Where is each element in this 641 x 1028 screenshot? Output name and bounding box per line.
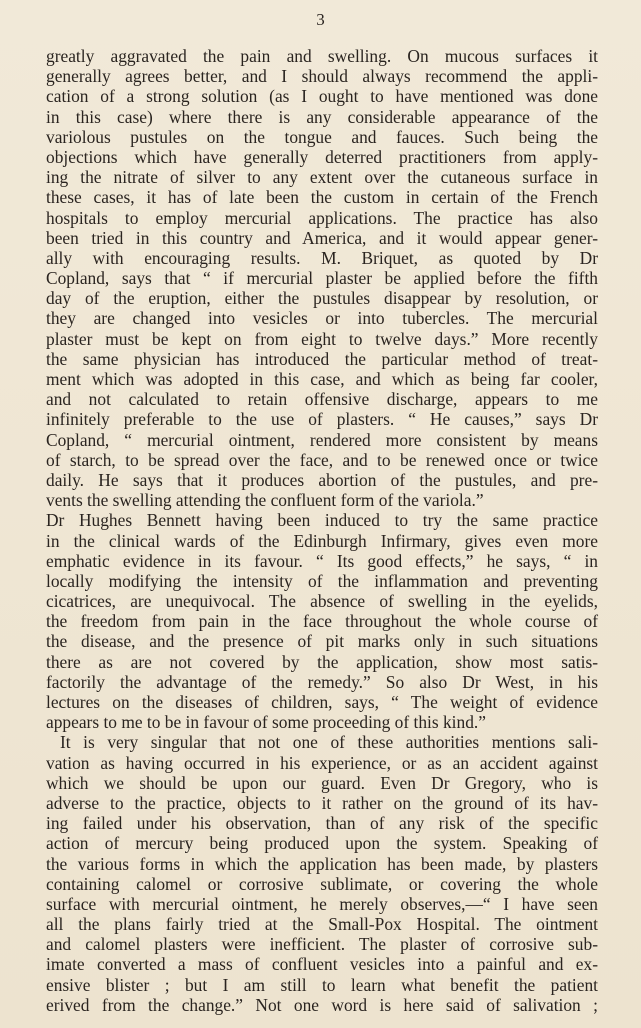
- text-line: and calomel plasters were inefficient. The plaster of corrosive sub-: [46, 934, 598, 955]
- text-line: ment which was adopted in this case, and which as being far cooler,: [46, 369, 598, 389]
- text-line: these cases, it has of late been the custom in certain of the French: [46, 187, 598, 208]
- text-line: containing calomel or corrosive sublimate, or covering the whole: [46, 873, 598, 894]
- text-line: locally modifying the intensity of the inflammation and preventing: [46, 570, 598, 591]
- text-line: the freedom from pain in the face throughout the whole course of: [46, 611, 598, 632]
- text-line: in this case) where there is any considerable appearance of the: [46, 106, 598, 127]
- text-line: erived from the change.” Not one word is here said of salivation ;: [46, 994, 598, 1015]
- text-line: ing failed under his observation, than of any risk of the specific: [46, 813, 598, 834]
- text-line: infinitely preferable to the use of plasters. “ He causes,” says Dr: [46, 409, 598, 430]
- text-line: ally with encouraging results. M. Briquet, as quoted by Dr: [46, 247, 598, 268]
- text-line: adverse to the practice, objects to it rather on the ground of its hav-: [46, 792, 598, 813]
- text-line: they are changed into vesicles or into tubercles. The mercurial: [46, 308, 598, 329]
- text-line: emphatic evidence in its favour. “ Its good effects,” he says, “ in: [46, 550, 598, 571]
- text-line: in the clinical wards of the Edinburgh Infirmary, gives even more: [46, 530, 598, 551]
- text-line: greatly aggravated the pain and swelling. On mucous surfaces it: [46, 46, 598, 66]
- body-text: [46, 46, 598, 1015]
- text-line: It is very singular that not one of these authorities mentions sali-: [60, 732, 598, 753]
- text-line: hospitals to employ mercurial applications. The practice has also: [46, 207, 598, 228]
- text-line: the same physician has introduced the particular method of treat-: [46, 348, 598, 369]
- text-line: cation of a strong solution (as I ought to have mentioned was done: [46, 86, 598, 107]
- text-line: surface with mercurial ointment, he merely observes,—“ I have seen: [46, 893, 598, 914]
- text-line: vation as having occurred in his experience, or as an accident against: [46, 752, 598, 773]
- text-line: Dr Hughes Bennett having been induced to try the same practice: [46, 510, 598, 531]
- text-line: ing the nitrate of silver to any extent over the cutaneous surface in: [46, 167, 598, 188]
- text-line: ensive blister ; but I am still to learn what benefit the patient: [46, 974, 598, 995]
- text-line: cicatrices, are unequivocal. The absence of swelling in the eyelids,: [46, 591, 598, 612]
- text-line: daily. He says that it produces abortion of the pustules, and pre-: [46, 469, 598, 490]
- text-line: action of mercury being produced upon the system. Speaking of: [46, 833, 598, 854]
- text-line: generally agrees better, and I should always recommend the appli-: [46, 66, 598, 87]
- text-line: of starch, to be spread over the face, and to be renewed once or twice: [46, 449, 598, 470]
- text-line: day of the eruption, either the pustules disappear by resolution, or: [46, 288, 598, 309]
- text-line: Copland, says that “ if mercurial plaster be applied before the fifth: [46, 268, 598, 289]
- text-line: objections which have generally deterred practitioners from apply-: [46, 146, 598, 167]
- text-line: been tried in this country and America, and it would appear gener-: [46, 227, 598, 248]
- text-line: appears to me to be in favour of some proceeding of this kind.”: [46, 712, 486, 733]
- text-line: which we should be upon our guard. Even Dr Gregory, who is: [46, 772, 598, 793]
- text-line: plaster must be kept on from eight to twelve days.” More recently: [46, 328, 598, 349]
- text-line: all the plans fairly tried at the Small-Pox Hospital. The ointment: [46, 914, 598, 935]
- page-number: 3: [316, 10, 325, 29]
- text-line: vents the swelling attending the confluent form of the variola.”: [46, 490, 484, 511]
- text-line: factorily the advantage of the remedy.” So also Dr West, in his: [46, 671, 598, 692]
- text-line: imate converted a mass of confluent vesicles into a painful and ex-: [46, 954, 598, 975]
- text-line: the various forms in which the application has been made, by plasters: [46, 853, 598, 874]
- text-line: Copland, “ mercurial ointment, rendered more consistent by means: [46, 429, 598, 450]
- text-line: lectures on the diseases of children, says, “ The weight of evidence: [46, 692, 598, 712]
- text-line: and not calculated to retain offensive discharge, appears to me: [46, 389, 598, 410]
- text-line: there as are not covered by the application, show most satis-: [46, 651, 598, 672]
- text-line: the disease, and the presence of pit marks only in such situations: [46, 631, 598, 652]
- text-line: variolous pustules on the tongue and fauces. Such being the: [46, 126, 598, 147]
